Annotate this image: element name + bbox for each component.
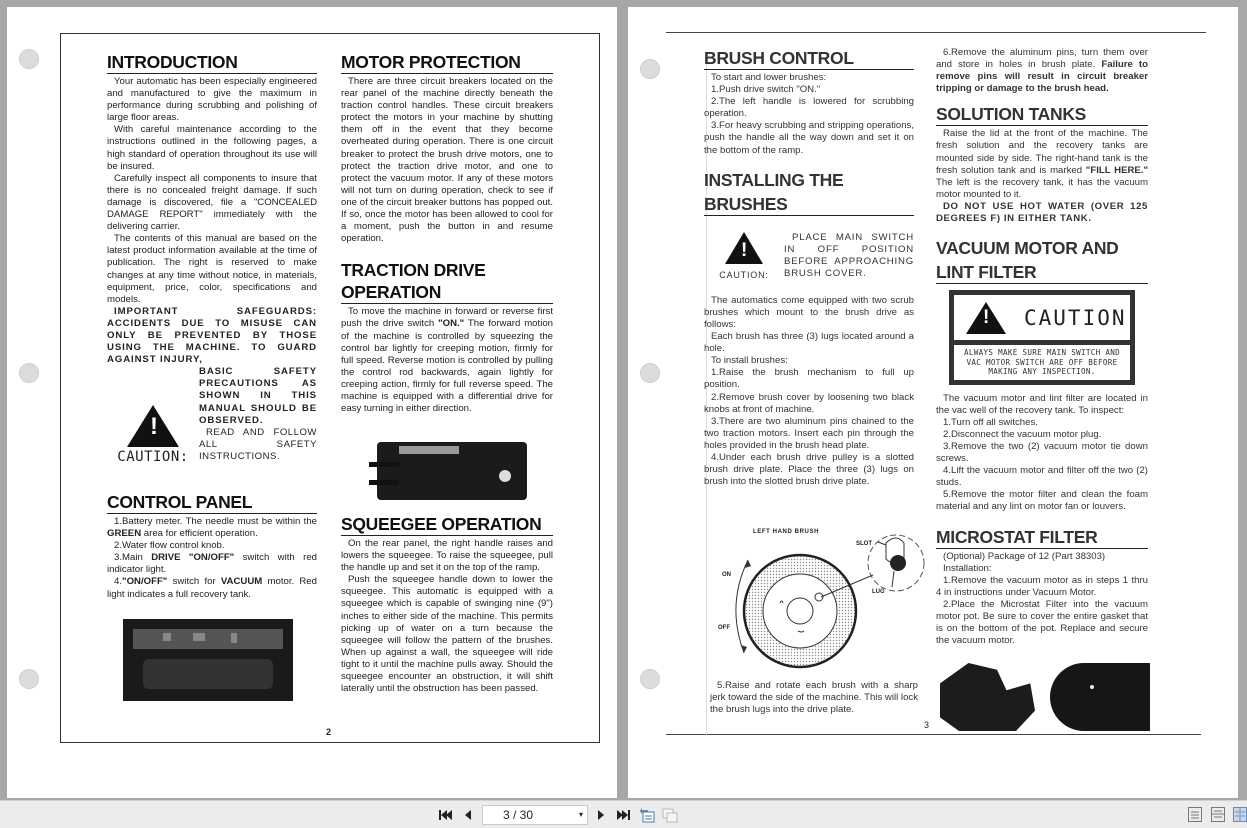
page-3 — [628, 7, 1238, 798]
microstat-step: 2.Place the Microstat Filter into the vacuum motor pot. Be sure to cover the entire gasket that is on the bottom of the pot. Replace and secure the vacuum motor. — [936, 598, 1148, 647]
installing-heading: INSTALLING THE — [704, 169, 844, 190]
diagram-label-on: ON — [722, 572, 731, 578]
microstat-text: Installation: — [943, 562, 992, 574]
page-2 — [7, 7, 617, 798]
column-left — [704, 47, 914, 488]
machine-photo — [369, 432, 531, 504]
vacuum-motor-heading-2: LINT FILTER — [936, 261, 1148, 284]
step-5 — [710, 680, 918, 716]
installing-step: 3.There are two aluminum pins chained to the two traction motors. Insert each pin through the holes provided in the brush head plate. — [704, 415, 914, 451]
last-page-button[interactable] — [614, 806, 632, 824]
caution-symbol — [107, 405, 199, 463]
control-item: 3.Main DRIVE "ON/OFF" switch with red indicator light. — [107, 552, 317, 576]
punch-hole — [19, 49, 39, 69]
caution-sign-text: ALWAYS MAKE SURE MAIN SWITCH AND VAC MOTOR SWITCH ARE OFF BEFORE MAKING ANY INSPECTION. — [954, 345, 1130, 380]
continuous-view-button[interactable] — [1211, 807, 1225, 822]
navigation-toolbar — [0, 800, 1247, 828]
solution-tanks-heading: SOLUTION TANKS — [936, 103, 1148, 126]
next-page-button[interactable] — [592, 806, 610, 824]
brush-caution — [704, 232, 914, 281]
warning-triangle-icon: ! — [127, 405, 179, 447]
punch-hole — [19, 669, 39, 689]
single-page-view-button[interactable] — [1188, 807, 1202, 822]
punch-hole — [640, 363, 660, 383]
column-right — [936, 47, 1148, 647]
column-left — [107, 51, 317, 601]
page-number: 2 — [326, 727, 332, 737]
installing-step: 4.Under each brush drive pulley is a slotted brush drive plate. Place the three (3) lugs on brush into the slotted brush drive plate. — [704, 451, 914, 488]
previous-page-icon — [464, 809, 472, 821]
installing-text: To install brushes: — [711, 355, 788, 367]
go-forward-view-button[interactable] — [661, 806, 679, 824]
brush-control-heading: BRUSH CONTROL — [704, 47, 914, 70]
microstat-step: 1.Remove the vacuum motor as in steps 1 thru 4 in instructions under Vacuum Motor. — [936, 574, 1148, 598]
vacuum-motor-text: The vacuum motor and lint filter are located in the vac well of the recovery tank. To inspect: — [936, 392, 1148, 416]
warning-triangle-icon: ! — [725, 232, 763, 264]
installing-heading-2: BRUSHES — [704, 193, 914, 216]
diagram-label-slot: SLOT — [856, 541, 872, 547]
page-border-top — [666, 32, 1206, 33]
microstat-heading: MICROSTAT FILTER — [936, 526, 1148, 549]
motor-protection-heading: MOTOR PROTECTION — [341, 51, 553, 74]
brush-control-step: 1.Push drive switch "ON." — [711, 84, 821, 96]
chevron-down-icon[interactable]: ▾ — [578, 810, 583, 819]
microstat-text: (Optional) Package of 12 (Part 38303) — [943, 550, 1106, 562]
vacuum-step: 2.Disconnect the vacuum motor plug. — [943, 428, 1102, 440]
warning-triangle-icon: ! — [966, 302, 1006, 334]
hot-water-warning: DO NOT USE HOT WATER (OVER 125 DEGREES F) IN EITHER TANK. — [936, 200, 1148, 225]
page-border-bottom — [666, 734, 1201, 735]
squeegee-heading: SQUEEGEE OPERATION — [341, 513, 553, 536]
control-item: 1.Battery meter. The needle must be within the GREEN area for efficient operation. — [107, 516, 317, 540]
go-back-view-button[interactable] — [639, 806, 657, 824]
vacuum-step: 1.Turn off all switches. — [943, 416, 1038, 428]
caution-block — [107, 366, 317, 463]
intro-paragraph: The contents of this manual are based on the latest product information available at the time of publication. The right is reserved to make changes at any time without notice, in materials, equipment, price, color, specifications and models. — [107, 233, 317, 305]
caution-sign — [949, 290, 1135, 385]
traction-drive-text: To move the machine in forward or reverse first push the drive switch "ON." The forward motion of the machine is controlled by squeezing the control bar lightly for creeping motion, firmly for full speed. Reverse motion is controlled by pulling the control rod backwards, again lightly for creeping action, firmly for full reverse speed. The machine is equipped with a differential drive for easy turning in either direction. — [341, 306, 553, 415]
two-page-view-button[interactable] — [1233, 807, 1247, 822]
two-page-icon — [1234, 808, 1246, 821]
next-page-icon — [597, 809, 605, 821]
vacuum-step: 5.Remove the motor filter and clean the foam material and any lint on motor fan or louvers. — [936, 489, 1148, 513]
punch-hole — [19, 363, 39, 383]
diagram-label-lug: LUG — [872, 589, 885, 595]
installing-step-5: 5.Raise and rotate each brush with a sharp jerk toward the side of the machine. This will lock the brush lugs into the drive plate. — [710, 680, 918, 716]
microstat-photo — [940, 663, 1150, 731]
continuous-page-icon — [1212, 808, 1224, 821]
left-hand-brush-diagram — [718, 525, 928, 675]
vacuum-step: 4.Lift the vacuum motor and filter off the two (2) studs. — [936, 465, 1148, 489]
brush-control-step: 3.For heavy scrubbing and stripping operations, push the handle all the way down and set it on the bottom of the ramp. — [704, 120, 914, 156]
first-page-icon — [439, 809, 453, 821]
traction-drive-heading-2: OPERATION — [341, 281, 553, 304]
traction-drive-heading: TRACTION DRIVE — [341, 260, 486, 281]
brush-control-intro: To start and lower brushes: — [711, 72, 827, 83]
previous-page-button[interactable] — [459, 806, 477, 824]
introduction-heading: INTRODUCTION — [107, 51, 317, 74]
control-item: 4."ON/OFF" switch for VACUUM motor. Red light indicates a full recovery tank. — [107, 576, 317, 600]
installing-text: Each brush has three (3) lugs located around a hole. — [704, 331, 914, 355]
installing-step-6: 6.Remove the aluminum pins, turn them over and store in holes in brush plate. Failure to remove pins will result in circuit breaker tripping or damage to the brush head. — [936, 47, 1148, 95]
control-panel-photo — [123, 619, 293, 701]
page-number: 3 — [924, 720, 930, 730]
solution-tanks-text: Raise the lid at the front of the machine. The fresh solution and the recovery tanks are mounted side by side. The right-hand tank is the fresh solution tank and is marked "FILL HERE." The left is the recovery tank, it has the vacuum motor mounted to it. — [936, 128, 1149, 200]
column-right — [341, 51, 553, 415]
caution-label: CAUTION: — [719, 269, 769, 280]
diagram-label-off: OFF — [718, 625, 730, 631]
control-panel-heading: CONTROL PANEL — [107, 491, 317, 514]
single-page-icon — [1189, 808, 1201, 821]
brush-control-step: 2.The left handle is lowered for scrubbing operation. — [704, 96, 914, 120]
installing-step: 1.Raise the brush mechanism to full up position. — [704, 367, 914, 391]
page-number-input[interactable] — [482, 805, 588, 825]
punch-hole — [640, 59, 660, 79]
intro-paragraph: Your automatic has been especially engineered and manufactured to give the maximum in performance during scrubbing and polishing of large floor areas. — [107, 76, 317, 124]
installing-step: 2.Remove brush cover by loosening two black knobs at front of machine. — [704, 391, 914, 415]
read-follow-text: READ AND FOLLOW ALL SAFETY INSTRUCTIONS. — [199, 426, 317, 462]
vacuum-step: 3.Remove the two (2) vacuum motor tie down screws. — [936, 441, 1148, 465]
first-page-button[interactable] — [437, 806, 455, 824]
punch-hole — [640, 669, 660, 689]
caution-word: CAUTION — [1024, 305, 1127, 330]
squeegee-text: Push the squeegee handle down to lower the squeegee. This automatic is equipped with a squeegee which is capable of swinging nine (9") inches to either side of the machine. This permits picking up of water on a turn because the squeegee will follow the pattern of the brushes. When up against a wall, the squeegee will ride tight to it until the machine pulls away. Should the squeegee encounter an obstruction, it will shift laterally until the obstruction has been passed. — [341, 574, 553, 695]
intro-paragraph: Carefully inspect all components to insure that there is no concealed freight damage. If such damage is discovered, file a "CONCEALED DAMAGE REPORT" immediately with the delivering carrier. — [107, 172, 317, 233]
caution-text: PLACE MAIN SWITCH IN OFF POSITION BEFORE APPROACHING BRUSH COVER. — [784, 232, 914, 280]
control-item: 2.Water flow control knob. — [114, 540, 225, 552]
installing-text: The automatics come equipped with two scrub brushes which mount to the brush drive as follows: — [704, 294, 914, 330]
squeegee-section — [341, 513, 553, 695]
safeguards-text: IMPORTANT SAFEGUARDS: ACCIDENTS DUE TO MISUSE CAN ONLY BE PREVENTED BY THOSE USING THE MACHINE. TO GUARD AGAINST INJURY, — [107, 305, 317, 366]
squeegee-text: On the rear panel, the right handle raises and lowers the squeegee. To raise the squeegee, pull the handle up and set it on the top of the ramp. — [341, 538, 553, 574]
diagram-title: LEFT HAND BRUSH — [753, 529, 819, 535]
safeguards-continued: BASIC SAFETY PRECAUTIONS AS SHOWN IN THIS MANUAL SHOULD BE OBSERVED. — [199, 366, 317, 426]
last-page-icon — [616, 809, 630, 821]
vacuum-motor-heading: VACUUM MOTOR AND — [936, 238, 1119, 259]
intro-paragraph: With careful maintenance according to the instructions outlined in the following pages, a high standard of operation throughout its use will be insured. — [107, 124, 317, 172]
motor-protection-text: There are three circuit breakers located on the rear panel of the machine directly beneath the traction control handles. These circuit breakers protect the motors in your machine by shutting them off in the event that they become overheated during operation. There is one circuit breaker to protect the brush drive motors, one to protect the traction drive motor, and one to protect the vacuum motor. If any of these motors will not turn on during operation, check to see if one of the circuit breaker buttons has popped out. If so, once the motor has been allowed to cool for a moment, push the button in and resume operation. — [341, 76, 553, 245]
caution-label: CAUTION: — [117, 448, 189, 465]
previous-view-icon — [640, 807, 656, 823]
next-view-icon — [662, 807, 678, 823]
page-indicator: 3 / 30 — [503, 808, 534, 822]
